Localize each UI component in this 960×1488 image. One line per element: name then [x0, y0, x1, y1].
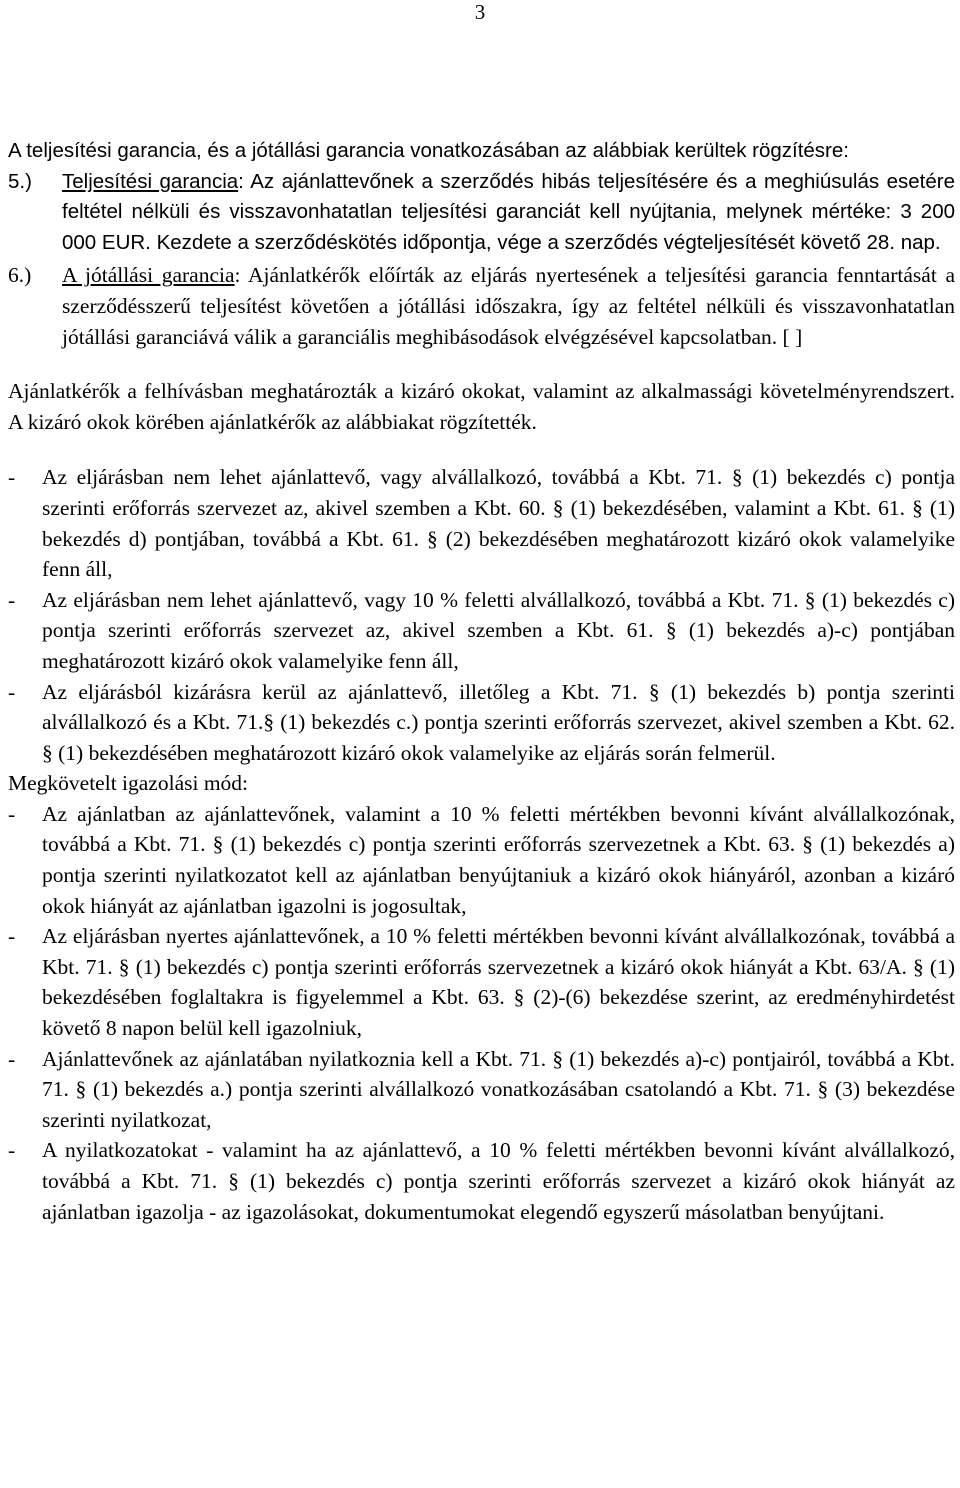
list-item-text: Az eljárásban nem lehet ajánlattevő, vagy alvállalkozó, továbbá a Kbt. 71. § (1) bekezdés c) pontja szerinti erőforrás szervezet az, akivel szemben a Kbt. 60. § (1) bekezdésében, valamint a Kbt. 61. § (1) bekezdés d) pontjában, továbbá a Kbt. 61. § (2) bekezdésében meghatározott kizáró okok valamelyike fenn áll,: [42, 465, 955, 582]
item-number: 6.): [8, 263, 32, 288]
numbered-item-6: [8, 260, 955, 352]
item-title: Teljesítési garancia: [62, 169, 239, 193]
item-number: 5.): [8, 169, 32, 193]
exclusion-intro: Ajánlatkérők a felhívásban meghatározták a kizáró okokat, valamint az alkalmassági követelményrendszert. A kizáró okok körében ajánlatkérők az alábbiakat rögzítették.: [8, 379, 955, 434]
bullet-dash: -: [8, 587, 16, 612]
proof-list: [8, 799, 955, 1227]
bullet-dash: -: [8, 924, 16, 949]
bullet-dash: -: [8, 801, 16, 826]
item-text: : Az ajánlattevőnek a szerződés hibás teljesítésére és a meghiúsulás esetére feltétel nélküli és visszavonhatatlan teljesítési garanciát kell nyújtania, melynek mértéke: 3 200 000 EUR. Kezdete a szerződéskötés időpontja, vége a szerződés végteljesítését követő 28. nap.: [62, 169, 955, 254]
bullet-dash: -: [8, 1046, 16, 1071]
list-item: [8, 585, 955, 677]
item-body: [62, 167, 955, 259]
proof-heading: Megkövetelt igazolási mód:: [8, 771, 249, 796]
bullet-dash: -: [8, 679, 16, 704]
list-item: [8, 921, 955, 1043]
bullet-dash: -: [8, 1138, 16, 1163]
list-item: [8, 677, 955, 769]
list-item-text: A nyilatkozatokat - valamint ha az ajánlattevő, a 10 % feletti mértékben bevonni kívánt alvállalkozó, továbbá a Kbt. 71. § (1) bekezdés c) pontja szerinti erőforrás szervezet a kizáró okok hiányát az ajánlatban igazolja - az igazolásokat, dokumentumokat elegendő egyszerű másolatban benyújtani.: [42, 1138, 955, 1224]
list-item: [8, 1135, 955, 1227]
page-number: 3: [474, 0, 486, 24]
list-item-text: Az eljárásból kizárásra kerül az ajánlattevő, illetőleg a Kbt. 71. § (1) bekezdés b) pontja szerinti alvállalkozó és a Kbt. 71.§ (1) bekezdés c.) pontja szerinti erőforrás szervezet, akivel szemben a Kbt. 62. § (1) bekezdésében meghatározott kizáró okok valamelyike az eljárás során felmerül.: [42, 679, 955, 765]
bullet-dash: -: [8, 465, 16, 490]
list-item: [8, 1044, 955, 1136]
list-item-text: Az eljárásban nyertes ajánlattevőnek, a 10 % feletti mértékben bevonni kívánt alvállalkozónak, továbbá a Kbt. 71. § (1) bekezdés c) pontja szerinti erőforrás szervezetnek a kizáró okok hiányát a Kbt. 63/A. § (1) bekezdésében foglaltakra is figyelemmel a Kbt. 63. § (2)-(6) bekezdése szerint, az eredményhirdetést követő 8 napon belül kell igazolniuk,: [42, 924, 955, 1041]
list-item-text: Az ajánlatban az ajánlattevőnek, valamint a 10 % feletti mértékben bevonni kívánt alvállalkozónak, továbbá a Kbt. 71. § (1) bekezdés c) pontja szerinti erőforrás szervezetnek a Kbt. 63. § (1) bekezdés a) pontja szerinti nyilatkozatot kell az ajánlatban benyújtaniuk a kizáró okok hiányáról, azonban a kizáró okok hiányát az ajánlatban igazolni is jogosultak,: [42, 801, 955, 918]
exclusion-list: [8, 462, 955, 768]
list-item: [8, 462, 955, 584]
list-item-text: Ajánlattevőnek az ajánlatában nyilatkoznia kell a Kbt. 71. § (1) bekezdés a)-c) pontjairól, továbbá a Kbt. 71. § (1) bekezdés a.) pontja szerinti alvállalkozó vonatkozásában csatolandó a Kbt. 71. § (3) bekezdése szerinti nyilatkozat,: [42, 1046, 955, 1132]
item-title: A jótállási garancia: [62, 263, 235, 288]
list-item-text: Az eljárásban nem lehet ajánlattevő, vagy 10 % feletti alvállalkozó, továbbá a Kbt. 71. § (1) bekezdés c) pontja szerinti erőforrás szervezet az, akivel szemben a Kbt. 61. § (1) bekezdés a)-c) pontjában meghatározott kizáró okok valamelyike fenn áll,: [42, 587, 955, 673]
numbered-item-5: [8, 167, 955, 259]
document-body: [8, 136, 955, 1227]
guarantee-intro: A teljesítési garancia, és a jótállási garancia vonatkozásában az alábbiak kerültek rögzítésre:: [8, 139, 849, 162]
list-item: [8, 799, 955, 921]
item-body: [62, 260, 955, 352]
item-text: : Ajánlatkérők előírták az eljárás nyertesének a teljesítési garancia fenntartását a szerződésszerű teljesítést követően a jótállási időszakra, így az feltétel nélküli és visszavonhatatlan jótállási garanciává válik a garanciális meghibásodások elvégzésével kapcsolatban. [ ]: [62, 263, 955, 349]
